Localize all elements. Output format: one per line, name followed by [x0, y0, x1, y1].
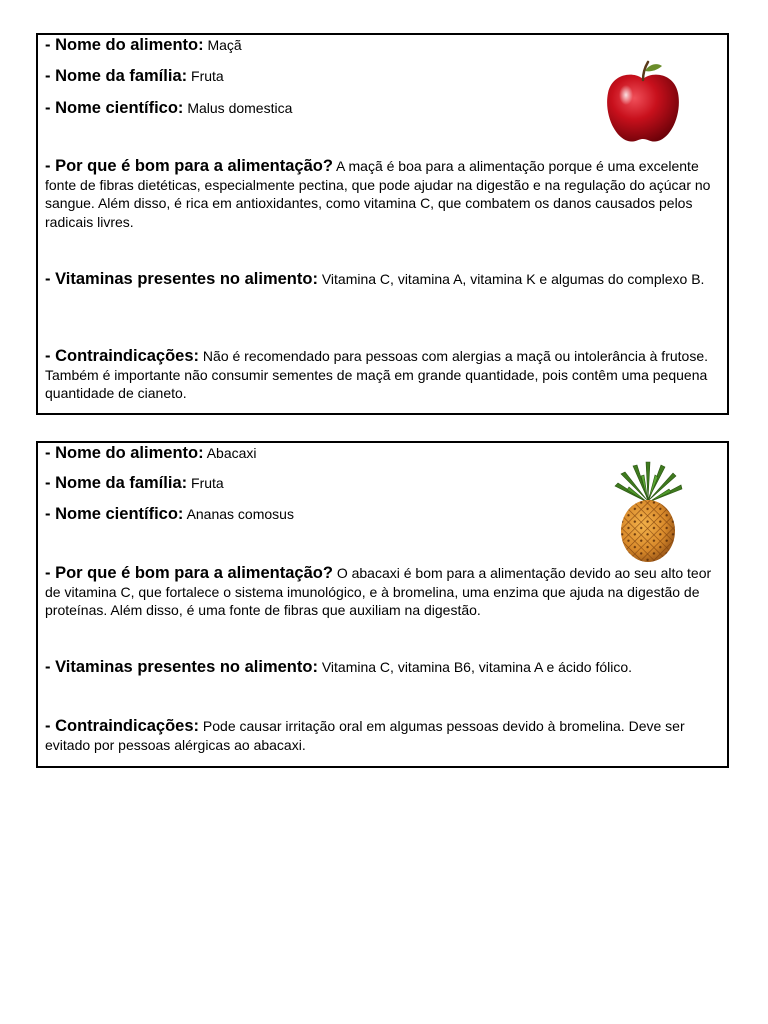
familia-label: - Nome da família: [45, 474, 188, 492]
vitaminas-paragraph [45, 658, 720, 677]
porque-value: O abacaxi é bom para a alimentação devido ao seu alto teor de vitamina C, que fortalece o sistema imunológico, e à bromelina, uma enzima que ajuda na digestão de proteínas. Além disso, é uma fonte de fibras que auxiliam na digestão. [45, 565, 712, 618]
cientifico-label: - Nome científico: [45, 99, 184, 117]
vitaminas-value: Vitamina C, vitamina A, vitamina K e algumas do complexo B. [321, 271, 705, 287]
nome-value: Maçã [207, 37, 242, 53]
vitaminas-value: Vitamina C, vitamina B6, vitamina A e ácido fólico. [321, 659, 633, 675]
cientifico-label: - Nome científico: [45, 505, 184, 523]
food-card-apple [36, 33, 729, 415]
vitaminas-paragraph [45, 270, 720, 289]
nome-value: Abacaxi [206, 445, 257, 461]
contra-value: Não é recomendado para pessoas com alergias a maçã ou intolerância à frutose. Também é importante não consumir sementes de maçã em grande quantidade, pois contêm uma pequena quantidade de cianeto. [45, 348, 708, 401]
contra-paragraph [45, 717, 720, 754]
porque-paragraph [45, 564, 720, 620]
cientifico-row [45, 505, 294, 524]
porque-label: - Por que é bom para a alimentação? [45, 564, 333, 582]
nome-row [45, 444, 257, 463]
porque-paragraph [45, 157, 720, 231]
cientifico-row [45, 99, 292, 118]
pineapple-icon [603, 458, 693, 563]
food-card-pineapple [36, 441, 729, 768]
familia-row [45, 474, 224, 493]
vitaminas-label: - Vitaminas presentes no alimento: [45, 658, 318, 676]
porque-value: A maçã é boa para a alimentação porque é uma excelente fonte de fibras dietéticas, especialmente pectina, que pode ajudar na digestão e na regulação do açúcar no sangue. Além disso, é rica em antioxidantes, como vitamina C, que combatem os danos causados pelos radicais livres. [45, 158, 711, 230]
familia-row [45, 67, 224, 86]
contra-label: - Contraindicações: [45, 347, 200, 365]
vitaminas-label: - Vitaminas presentes no alimento: [45, 270, 318, 288]
apple-icon [598, 57, 688, 147]
contra-label: - Contraindicações: [45, 717, 200, 735]
cientifico-value: Malus domestica [187, 100, 293, 116]
nome-row [45, 36, 242, 55]
cientifico-value: Ananas comosus [186, 506, 294, 522]
porque-label: - Por que é bom para a alimentação? [45, 157, 333, 175]
familia-value: Fruta [191, 68, 224, 84]
familia-value: Fruta [191, 475, 224, 491]
contra-value: Pode causar irritação oral em algumas pessoas devido à bromelina. Deve ser evitado por pessoas alérgicas ao abacaxi. [45, 718, 685, 753]
familia-label: - Nome da família: [45, 67, 188, 85]
nome-label: - Nome do alimento: [45, 36, 204, 54]
contra-paragraph [45, 347, 720, 403]
nome-label: - Nome do alimento: [45, 444, 204, 462]
